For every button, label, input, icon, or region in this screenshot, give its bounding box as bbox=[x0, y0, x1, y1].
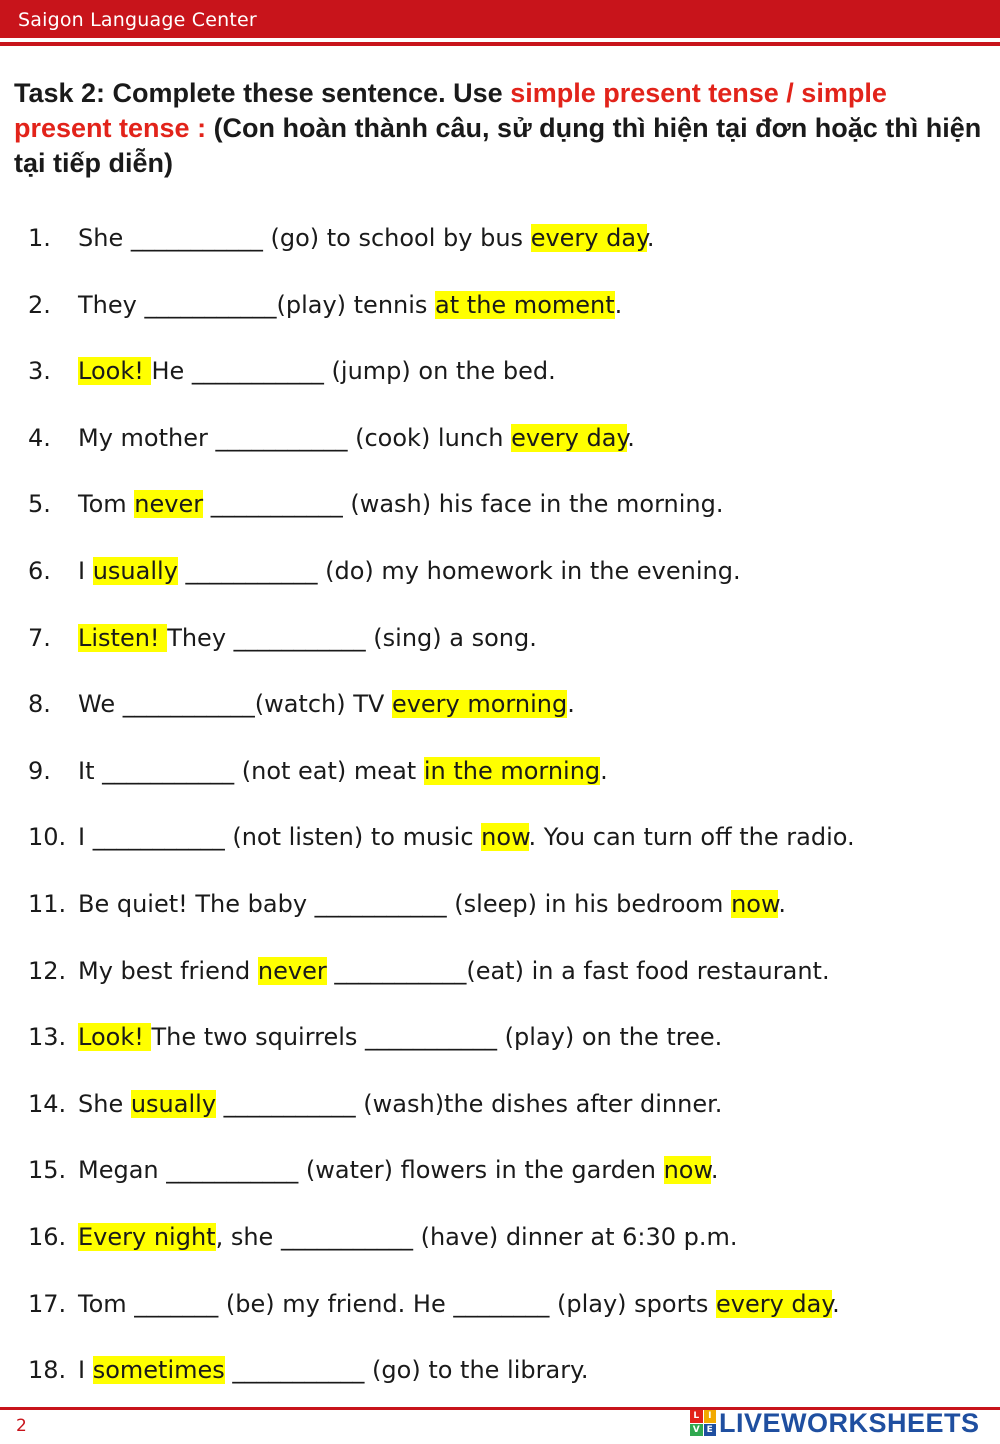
exercise-item bbox=[0, 1217, 1000, 1257]
brand-icon-tile: E bbox=[704, 1424, 717, 1437]
brand-name: LIVEWORKSHEETS bbox=[719, 1407, 980, 1438]
sentence-text: . bbox=[627, 423, 635, 452]
sentence-text: Megan ___________ (water) flowers in the garden bbox=[78, 1156, 664, 1185]
sentence-text: . bbox=[778, 890, 787, 918]
item-sentence bbox=[78, 1084, 722, 1124]
exercise-item bbox=[0, 1150, 1000, 1190]
sentence-text: They ___________ (sing) a song. bbox=[167, 623, 537, 652]
highlighted-keyword: every morning bbox=[391, 690, 568, 719]
sentence-text: ___________ (do) my homework in the evening. bbox=[177, 557, 741, 585]
item-number: 15. bbox=[28, 1156, 67, 1185]
sentence-text: I ___________ (not listen) to music bbox=[78, 823, 482, 852]
sentence-text: . bbox=[567, 690, 575, 719]
sentence-text: The two squirrels ___________ (play) on the tree. bbox=[151, 1023, 723, 1052]
sentence-text: I bbox=[78, 557, 93, 585]
item-number: 1. bbox=[28, 224, 51, 252]
sentence-text: . bbox=[832, 1289, 840, 1318]
highlighted-keyword: Listen! bbox=[78, 623, 168, 652]
exercise-item bbox=[0, 684, 1000, 724]
sentence-text: My mother ___________ (cook) lunch bbox=[78, 423, 512, 452]
brand-logo bbox=[690, 1405, 980, 1441]
sentence-text: She ___________ (go) to school by bus bbox=[78, 224, 531, 252]
highlighted-keyword: at the moment bbox=[435, 290, 615, 319]
highlighted-keyword: now bbox=[481, 823, 529, 852]
exercise-item bbox=[0, 1284, 1000, 1324]
item-number: 9. bbox=[28, 756, 51, 785]
highlighted-keyword: usually bbox=[92, 557, 178, 585]
highlighted-keyword: never bbox=[257, 956, 327, 985]
item-number: 3. bbox=[28, 357, 51, 386]
exercise-item bbox=[0, 817, 1000, 857]
task-translation: (Con hoàn thành câu, sử dụng thì hiện tại đơn hoặc thì hiện tại tiếp diễn) bbox=[14, 113, 982, 178]
item-sentence bbox=[78, 285, 622, 325]
item-number: 13. bbox=[28, 1023, 67, 1052]
item-sentence bbox=[78, 551, 741, 591]
highlighted-keyword: Look! bbox=[78, 1023, 152, 1052]
exercise-item bbox=[0, 218, 1000, 258]
exercise-item bbox=[0, 351, 1000, 391]
brand-icon bbox=[690, 1410, 716, 1436]
item-number: 18. bbox=[28, 1356, 67, 1385]
sentence-text: . bbox=[710, 1156, 719, 1185]
highlighted-keyword: sometimes bbox=[92, 1356, 225, 1385]
brand-icon-tile: V bbox=[690, 1424, 703, 1437]
highlighted-keyword: in the morning bbox=[423, 756, 601, 785]
highlighted-keyword: never bbox=[134, 490, 204, 519]
item-number: 8. bbox=[28, 690, 51, 719]
item-number: 2. bbox=[28, 290, 51, 319]
item-sentence bbox=[78, 1284, 840, 1324]
sentence-text: Be quiet! The baby ___________ (sleep) in his bedroom bbox=[78, 890, 732, 918]
item-sentence bbox=[78, 1150, 719, 1190]
item-sentence bbox=[78, 618, 537, 658]
sentence-text: She bbox=[78, 1089, 131, 1118]
sentence-text: ___________ (go) to the library. bbox=[224, 1356, 589, 1385]
sentence-text: Tom _______ (be) my friend. He ________ (play) sports bbox=[78, 1289, 716, 1318]
brand-icon-tile: L bbox=[690, 1410, 703, 1423]
sentence-text: He ___________ (jump) on the bed. bbox=[151, 357, 556, 386]
item-sentence bbox=[78, 484, 724, 524]
sentence-text: , she ___________ (have) dinner at 6:30 p.m. bbox=[215, 1223, 738, 1251]
exercise-item bbox=[0, 418, 1000, 458]
highlighted-keyword: Look! bbox=[78, 357, 152, 386]
brand-icon-tile: I bbox=[704, 1410, 717, 1423]
sentence-text: We ___________(watch) TV bbox=[78, 690, 392, 719]
item-sentence bbox=[78, 684, 575, 724]
highlighted-keyword: usually bbox=[130, 1089, 217, 1118]
item-number: 4. bbox=[28, 423, 51, 452]
exercise-item bbox=[0, 884, 1000, 924]
highlighted-keyword: every day bbox=[716, 1289, 833, 1318]
item-sentence bbox=[78, 1017, 722, 1057]
sentence-text: They ___________(play) tennis bbox=[78, 290, 436, 319]
exercise-item bbox=[0, 1017, 1000, 1057]
exercise-item bbox=[0, 618, 1000, 658]
item-sentence bbox=[78, 1217, 738, 1257]
item-sentence bbox=[78, 218, 654, 258]
highlighted-keyword: every day bbox=[511, 423, 628, 452]
item-number: 5. bbox=[28, 490, 51, 519]
item-sentence bbox=[78, 817, 855, 857]
item-number: 6. bbox=[28, 557, 51, 585]
exercise-item bbox=[0, 751, 1000, 791]
item-number: 14. bbox=[28, 1089, 67, 1118]
exercise-item bbox=[0, 484, 1000, 524]
sentence-text: It ___________ (not eat) meat bbox=[78, 756, 424, 785]
item-sentence bbox=[78, 751, 608, 791]
sentence-text: Tom bbox=[78, 490, 135, 519]
item-number: 12. bbox=[28, 956, 67, 985]
sentence-text: . bbox=[600, 756, 608, 785]
item-number: 10. bbox=[28, 823, 67, 852]
item-number: 7. bbox=[28, 623, 51, 652]
sentence-text: ___________(eat) in a fast food restaurant. bbox=[326, 956, 830, 985]
sentence-text: ___________ (wash)the dishes after dinner. bbox=[216, 1089, 723, 1118]
item-sentence bbox=[78, 351, 556, 391]
sentence-text: I bbox=[78, 1356, 93, 1385]
highlighted-keyword: every day bbox=[530, 224, 647, 252]
exercise-item bbox=[0, 551, 1000, 591]
item-number: 11. bbox=[28, 890, 67, 918]
header-title: Saigon Language Center bbox=[18, 9, 257, 31]
sentence-text: My best friend bbox=[78, 956, 258, 985]
sentence-text: . You can turn off the radio. bbox=[528, 823, 855, 852]
highlighted-keyword: Every night bbox=[78, 1223, 216, 1251]
item-number: 17. bbox=[28, 1289, 67, 1318]
task-tense: simple present tense / simple present tense : bbox=[14, 78, 887, 143]
exercise-item bbox=[0, 285, 1000, 325]
item-number: 16. bbox=[28, 1223, 67, 1251]
item-sentence bbox=[78, 418, 635, 458]
task-label: Task 2: Complete these sentence. Use bbox=[14, 78, 511, 108]
sentence-text: . bbox=[614, 290, 623, 319]
exercise-item bbox=[0, 1350, 1000, 1390]
item-sentence bbox=[78, 884, 786, 924]
highlighted-keyword: now bbox=[731, 890, 779, 918]
sentence-text: . bbox=[646, 224, 655, 252]
item-sentence bbox=[78, 951, 830, 991]
exercise-item bbox=[0, 1084, 1000, 1124]
sentence-text: ___________ (wash) his face in the morning. bbox=[203, 490, 724, 519]
exercise-item bbox=[0, 951, 1000, 991]
page-number: 2 bbox=[16, 1416, 27, 1436]
item-sentence bbox=[78, 1350, 588, 1390]
highlighted-keyword: now bbox=[663, 1156, 711, 1185]
